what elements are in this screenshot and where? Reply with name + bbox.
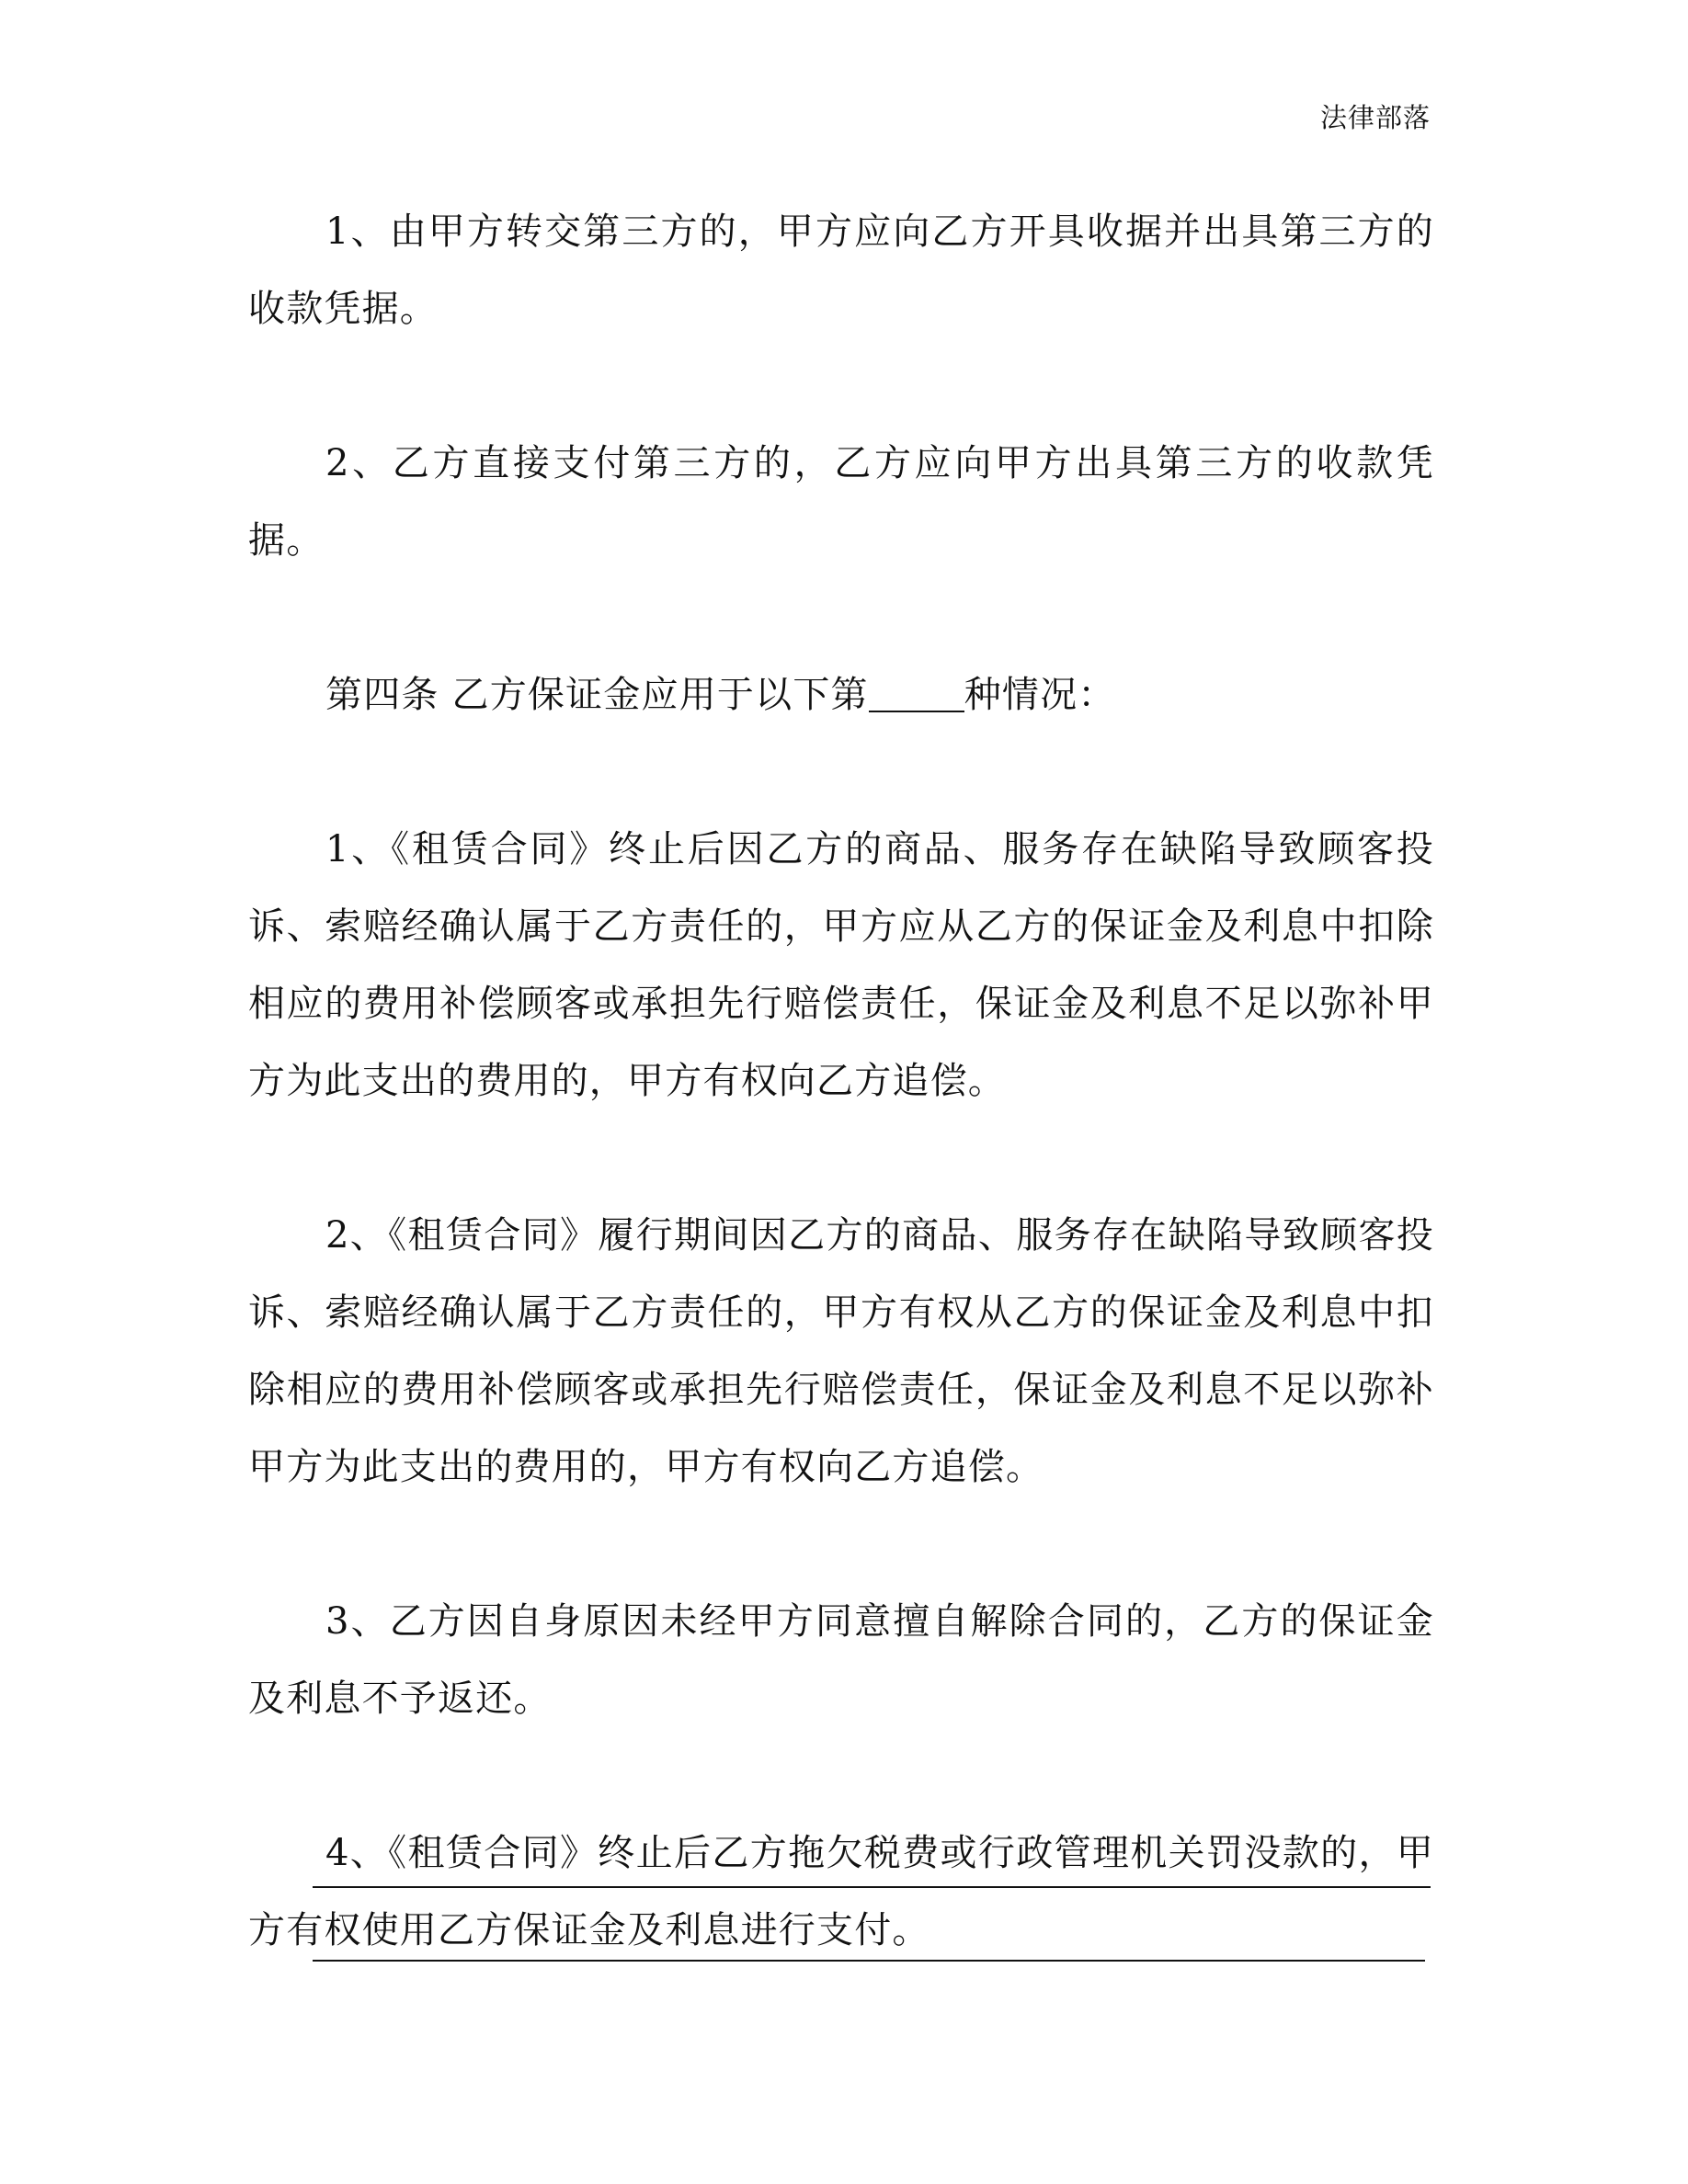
fill-in-blank (869, 674, 964, 712)
clause-3: 3、乙方因自身原因未经甲方同意擅自解除合同的，乙方的保证金及利息不予返还。 (248, 1600, 1434, 1720)
divider-line (313, 1886, 1431, 1888)
header-brand: 法律部落 (1319, 102, 1431, 133)
document-body (248, 193, 1434, 2046)
paragraph-2: 2、乙方直接支付第三方的，乙方应向甲方出具第三方的收款凭据。 (248, 442, 1434, 562)
clause-4: 4、《租赁合同》终止后乙方拖欠税费或行政管理机关罚没款的，甲方有权使用乙方保证金及利息进行支付。 (248, 1832, 1434, 1951)
article-4-text-before: 第四条 乙方保证金应用于以下第 (325, 674, 869, 716)
article-4-text-after: 种情况： (964, 674, 1116, 716)
clause-2: 2、《租赁合同》履行期间因乙方的商品、服务存在缺陷导致顾客投诉、索赔经确认属于乙方责任的，甲方有权从乙方的保证金及利息中扣除相应的费用补偿顾客或承担先行赔偿责任，保证金及利息不足以弥补甲方为此支出的费用的，甲方有权向乙方追偿。 (248, 1214, 1434, 1488)
clause-1: 1、《租赁合同》终止后因乙方的商品、服务存在缺陷导致顾客投诉、索赔经确认属于乙方责任的，甲方应从乙方的保证金及利息中扣除相应的费用补偿顾客或承担先行赔偿责任，保证金及利息不足以弥补甲方为此支出的费用的，甲方有权向乙方追偿。 (248, 828, 1434, 1102)
divider-line (313, 1960, 1425, 1962)
paragraph-1: 1、由甲方转交第三方的，甲方应向乙方开具收据并出具第三方的收款凭据。 (248, 210, 1434, 330)
article-4-heading (248, 656, 1434, 734)
